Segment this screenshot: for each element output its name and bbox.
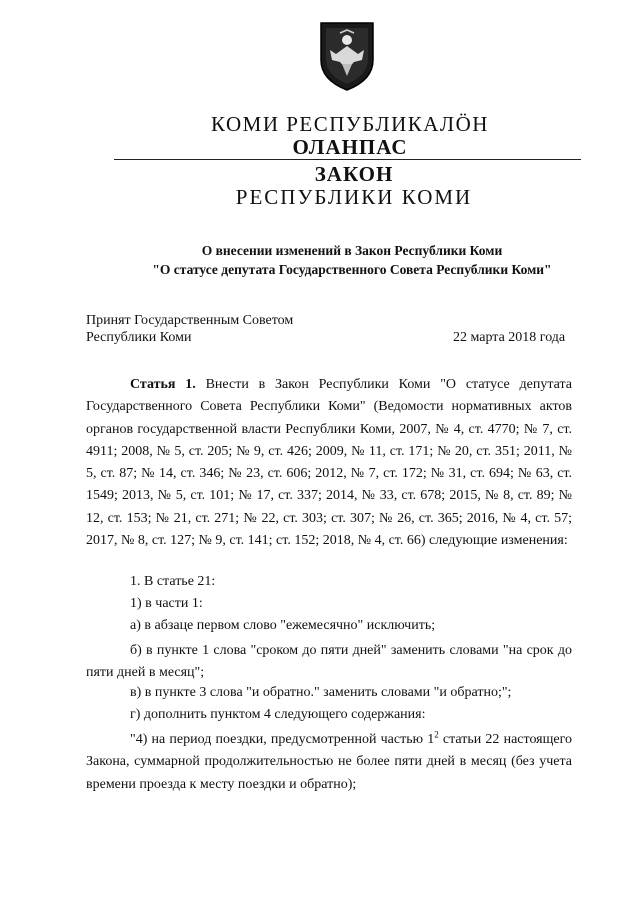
header-respubliki-komi: РЕСПУБЛИКИ КОМИ [235, 185, 473, 209]
header-komi-respublikalon: КОМИ РЕСПУБЛИКАЛÖН [211, 112, 489, 136]
item-v: в) в пункте 3 слова "и обратно." заменить словами "и обратно;"; [130, 685, 512, 700]
article-1-paragraph [86, 374, 572, 552]
quoted-point-4-superscript: 2 [434, 729, 439, 740]
document-title-line1: О внесении изменений в Закон Республики Коми [201, 243, 503, 258]
header-olanpas: ОЛАНПАС [292, 135, 408, 159]
article-1-text: Внести в Закон Республики Коми "О статусе депутата Государственного Совета Республики Коми" (Ведомости нормативных актов органов государственной власти Республики Коми, 2007, № 4, ст. 4770; № 7, ст. 4911; 2008, № 5, ст. 205; № 9, ст. 426; 2009, № 11, ст. 171; № 20, ст. 351; 2011, № 5, ст. 87; № 14, ст. 346; № 23, ст. 606; 2012, № 7, ст. 172; № 31, ст. 694; № 63, ст. 1549; 2013, № 5, ст. 101; № 17, ст. 337; 2014, № 33, ст. 678; 2015, № 8, ст. 89; № 12, ст. 153; № 21, ст. 271; № 22, ст. 303; ст. 307; № 26, ст. 365; 2016, № 4, ст. 57; 2017, № 8, ст. 127; № 9, ст. 141; ст. 152; 2018, № 4, ст. 66) следующие изменения: [86, 377, 573, 549]
item-a: а) в абзаце первом слово "ежемесячно" исключить; [130, 618, 436, 633]
item-g: г) дополнить пунктом 4 следующего содержания: [130, 707, 426, 722]
komi-coat-of-arms-icon [318, 20, 376, 92]
header-zakon: ЗАКОН [314, 162, 394, 186]
header-divider [114, 159, 581, 160]
adoption-date: 22 марта 2018 года [453, 330, 566, 345]
item-1-part-1: 1) в части 1: [130, 596, 203, 611]
accepted-by-line2: Республики Коми [86, 330, 192, 345]
accepted-by-line1: Принят Государственным Советом [86, 313, 294, 328]
quoted-point-4-start: "4) на период поездки, предусмотренной частью 1 [130, 732, 435, 747]
document-title-line2: "О статусе депутата Государственного Совета Республики Коми" [152, 262, 552, 277]
item-b: б) в пункте 1 слова "сроком до пяти дней" заменить словами "на срок до пяти дней в месяц"; [86, 643, 572, 681]
item-1-article-21: 1. В статье 21: [130, 574, 216, 589]
article-1-label: Статья 1. [130, 377, 196, 392]
quoted-point-4 [86, 729, 572, 796]
quoted-point-4-end: статьи 22 настоящего Закона, суммарной продолжительностью не более пяти дней в месяц (без учета времени проезда к месту поездки и обратно); [86, 732, 572, 792]
